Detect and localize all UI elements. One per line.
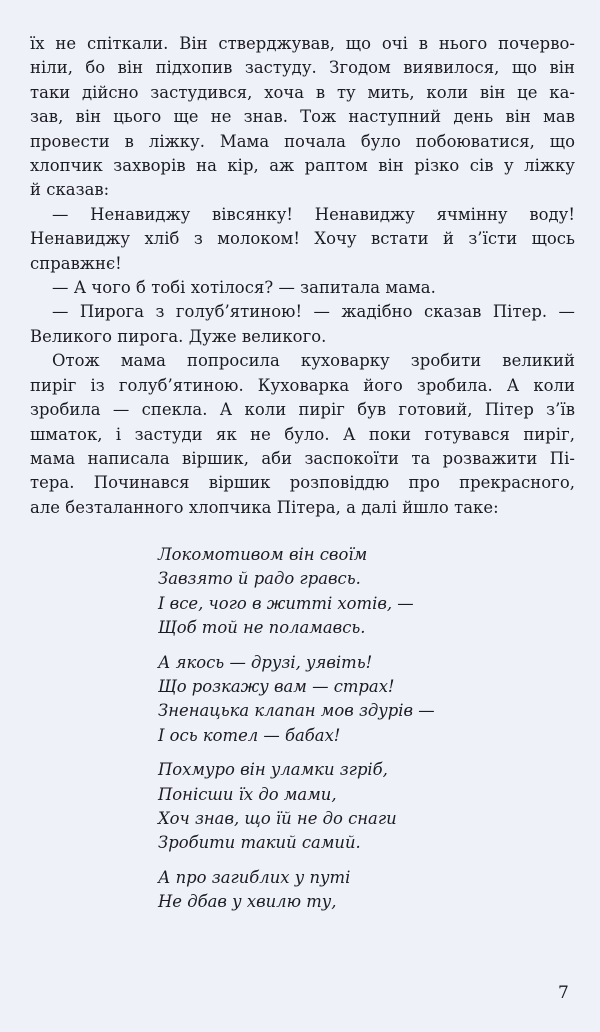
poem-line: Не дбав у хвилю ту, (158, 892, 337, 912)
poem-line: Локомотивом він своїм (158, 545, 368, 564)
text-line: — А чого б тобі хотілося? — запитала мама. (52, 278, 436, 298)
text-line: таки дійсно застудився, хоча в ту мить, коли він це ка- (30, 82, 575, 102)
poem-line: А якось — друзі, уявіть! (158, 652, 373, 672)
text-line: — Ненавиджу вівсянку! Ненавиджу ячмінну воду! (52, 204, 575, 224)
poem-line: І ось котел — бабах! (158, 725, 341, 745)
poem-stanza-2 (158, 651, 435, 749)
paragraph-1 (30, 32, 575, 203)
text-line: тера. Починався віршик розповіддю про прекрасного, (30, 473, 575, 493)
poem-line: Завзято й радо гравсь. (158, 569, 361, 589)
text-line: справжнє! (30, 253, 122, 273)
text-line: їх не спіткали. Він стверджував, що очі в нього почерво- (30, 34, 575, 53)
poem-line: І все, чого в житті хотів, — (158, 593, 414, 613)
paragraph-4 (30, 300, 575, 349)
text-line: провести в ліжку. Мама почала було побоюватися, що (30, 131, 575, 151)
poem-line: Понісши їх до мами, (158, 784, 337, 804)
poem-stanza-1 (158, 543, 435, 641)
poem-line: Хоч знав, що їй не до снаги (158, 809, 397, 829)
poem-stanza-4 (158, 866, 435, 915)
text-line: зробила — спекла. А коли пиріг був готовий, Пітер з’їв (30, 400, 575, 420)
poem-line: Зненацька клапан мов здурів — (158, 701, 435, 721)
text-line: хлопчик захворів на кір, аж раптом він різко сів у ліжку (30, 156, 575, 176)
poem-line: А про загиблих у путі (158, 867, 351, 887)
prose-text (30, 32, 575, 520)
text-line: пиріг із голуб’ятиною. Куховарка його зробила. А коли (30, 375, 575, 395)
poem-line: Зробити такий самий. (158, 833, 361, 853)
text-line: але безталанного хлопчика Пітера, а далі йшло таке: (30, 497, 499, 517)
paragraph-2 (30, 203, 575, 276)
poem-line: Похмуро він уламки згріб, (158, 760, 388, 780)
text-line: ніли, бо він підхопив застуду. Згодом виявилося, що він (30, 58, 575, 78)
page-number: 7 (558, 983, 569, 1003)
text-line: зав, він цього ще не знав. Тож наступний день він мав (30, 107, 575, 127)
text-line: — Пирога з голуб’ятиною! — жадібно сказав Пітер. — (52, 302, 575, 322)
text-line: Отож мама попросила куховарку зробити великий (52, 351, 575, 371)
poem (158, 543, 435, 925)
text-line: Великого пирога. Дуже великого. (30, 326, 327, 346)
poem-line: Що розкажу вам — страх! (158, 677, 395, 697)
paragraph-5 (30, 349, 575, 520)
text-line: Ненавиджу хліб з молоком! Хочу встати й з’їсти щось (30, 229, 575, 249)
text-line: й сказав: (30, 180, 110, 200)
poem-stanza-3 (158, 758, 435, 856)
paragraph-3 (30, 276, 575, 300)
text-line: мама написала віршик, аби заспокоїти та розважити Пі- (30, 448, 575, 468)
poem-line: Щоб той не поламавсь. (158, 618, 366, 638)
text-line: шматок, і застуди як не було. А поки готувався пиріг, (30, 424, 575, 444)
